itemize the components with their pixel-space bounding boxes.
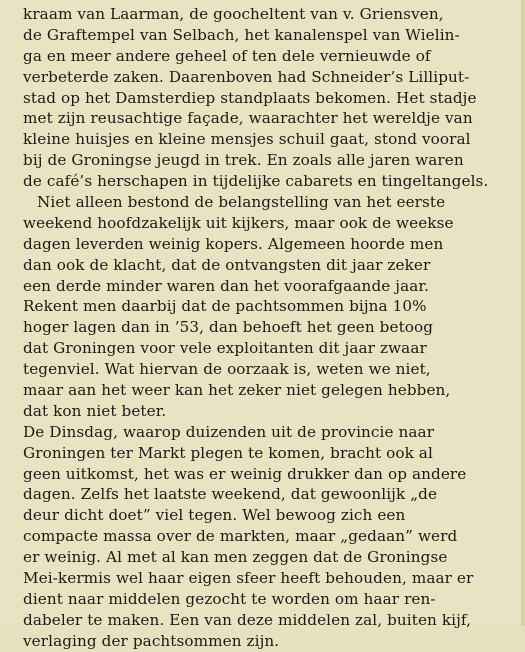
- text-line: dan ook de klacht, dat de ontvangsten dit jaar zeker: [23, 255, 431, 274]
- text-line: verlaging der pachtsommen zijn.: [23, 631, 280, 650]
- text-line: dagen. Zelfs het laatste weekend, dat gewoonlijk „de: [23, 485, 438, 504]
- text-line: dabeler te maken. Een van deze middelen zal, buiten kijf,: [23, 610, 472, 629]
- text-line: compacte massa over de markten, maar „gedaan” werd: [23, 527, 458, 546]
- text-line: een derde minder waren dan het voorafgaande jaar.: [23, 276, 430, 295]
- text-line: dient naar middelen gezocht te worden om haar ren-: [23, 589, 436, 608]
- page-edge-shadow: [521, 0, 525, 626]
- text-line: verbeterde zaken. Daarenboven had Schneider’s Lilliput-: [23, 67, 470, 86]
- text-line: dat Groningen voor vele exploitanten dit jaar zwaar: [23, 339, 427, 358]
- text-line: tegenviel. Wat hiervan de oorzaak is, weten we niet,: [23, 360, 431, 379]
- text-line: bij de Groningse jeugd in trek. En zoals alle jaren waren: [23, 151, 464, 170]
- text-line-indented: Niet alleen bestond de belangstelling van het eerste: [37, 193, 446, 212]
- text-line: hoger lagen dan in ’53, dan behoeft het geen betoog: [23, 318, 434, 337]
- text-line: dat kon niet beter.: [23, 401, 167, 420]
- text-line: dagen leverden weinig kopers. Algemeen hoorde men: [23, 234, 444, 253]
- text-line: weekend hoofdzakelijk uit kijkers, maar ook de weekse: [23, 213, 454, 232]
- text-line: kleine huisjes en kleine mensjes schuil gaat, stond vooral: [23, 130, 471, 149]
- text-line: De Dinsdag, waarop duizenden uit de provincie naar: [23, 422, 435, 441]
- text-line: de Graftempel van Selbach, het kanalenspel van Wielin-: [23, 25, 460, 44]
- text-line: Groningen ter Markt plegen te komen, bracht ook al: [23, 443, 433, 462]
- text-line: kraam van Laarman, de goocheltent van v. Griensven,: [23, 5, 444, 23]
- text-line: stad op het Damsterdiep standplaats bekomen. Het stadje: [23, 88, 477, 107]
- text-line: deur dicht doet” viel tegen. Wel bewoog zich een: [23, 506, 406, 525]
- text-line: Rekent men daarbij dat de pachtsommen bijna 10%: [23, 297, 427, 316]
- text-line: er weinig. Al met al kan men zeggen dat de Groningse: [23, 548, 448, 567]
- text-line: ga en meer andere geheel of ten dele vernieuwde of: [23, 46, 431, 65]
- text-line: de café’s herschapen in tijdelijke cabarets en tingeltangels.: [23, 172, 489, 191]
- text-line: Mei-kermis wel haar eigen sfeer heeft behouden, maar er: [23, 569, 474, 588]
- text-line: maar aan het weer kan het zeker niet gelegen hebben,: [23, 381, 451, 400]
- article-column: [23, 4, 523, 652]
- text-line: geen uitkomst, het was er weinig drukker dan op andere: [23, 464, 467, 483]
- text-line: met zijn reusachtige façade, waarachter het wereldje van: [23, 109, 473, 128]
